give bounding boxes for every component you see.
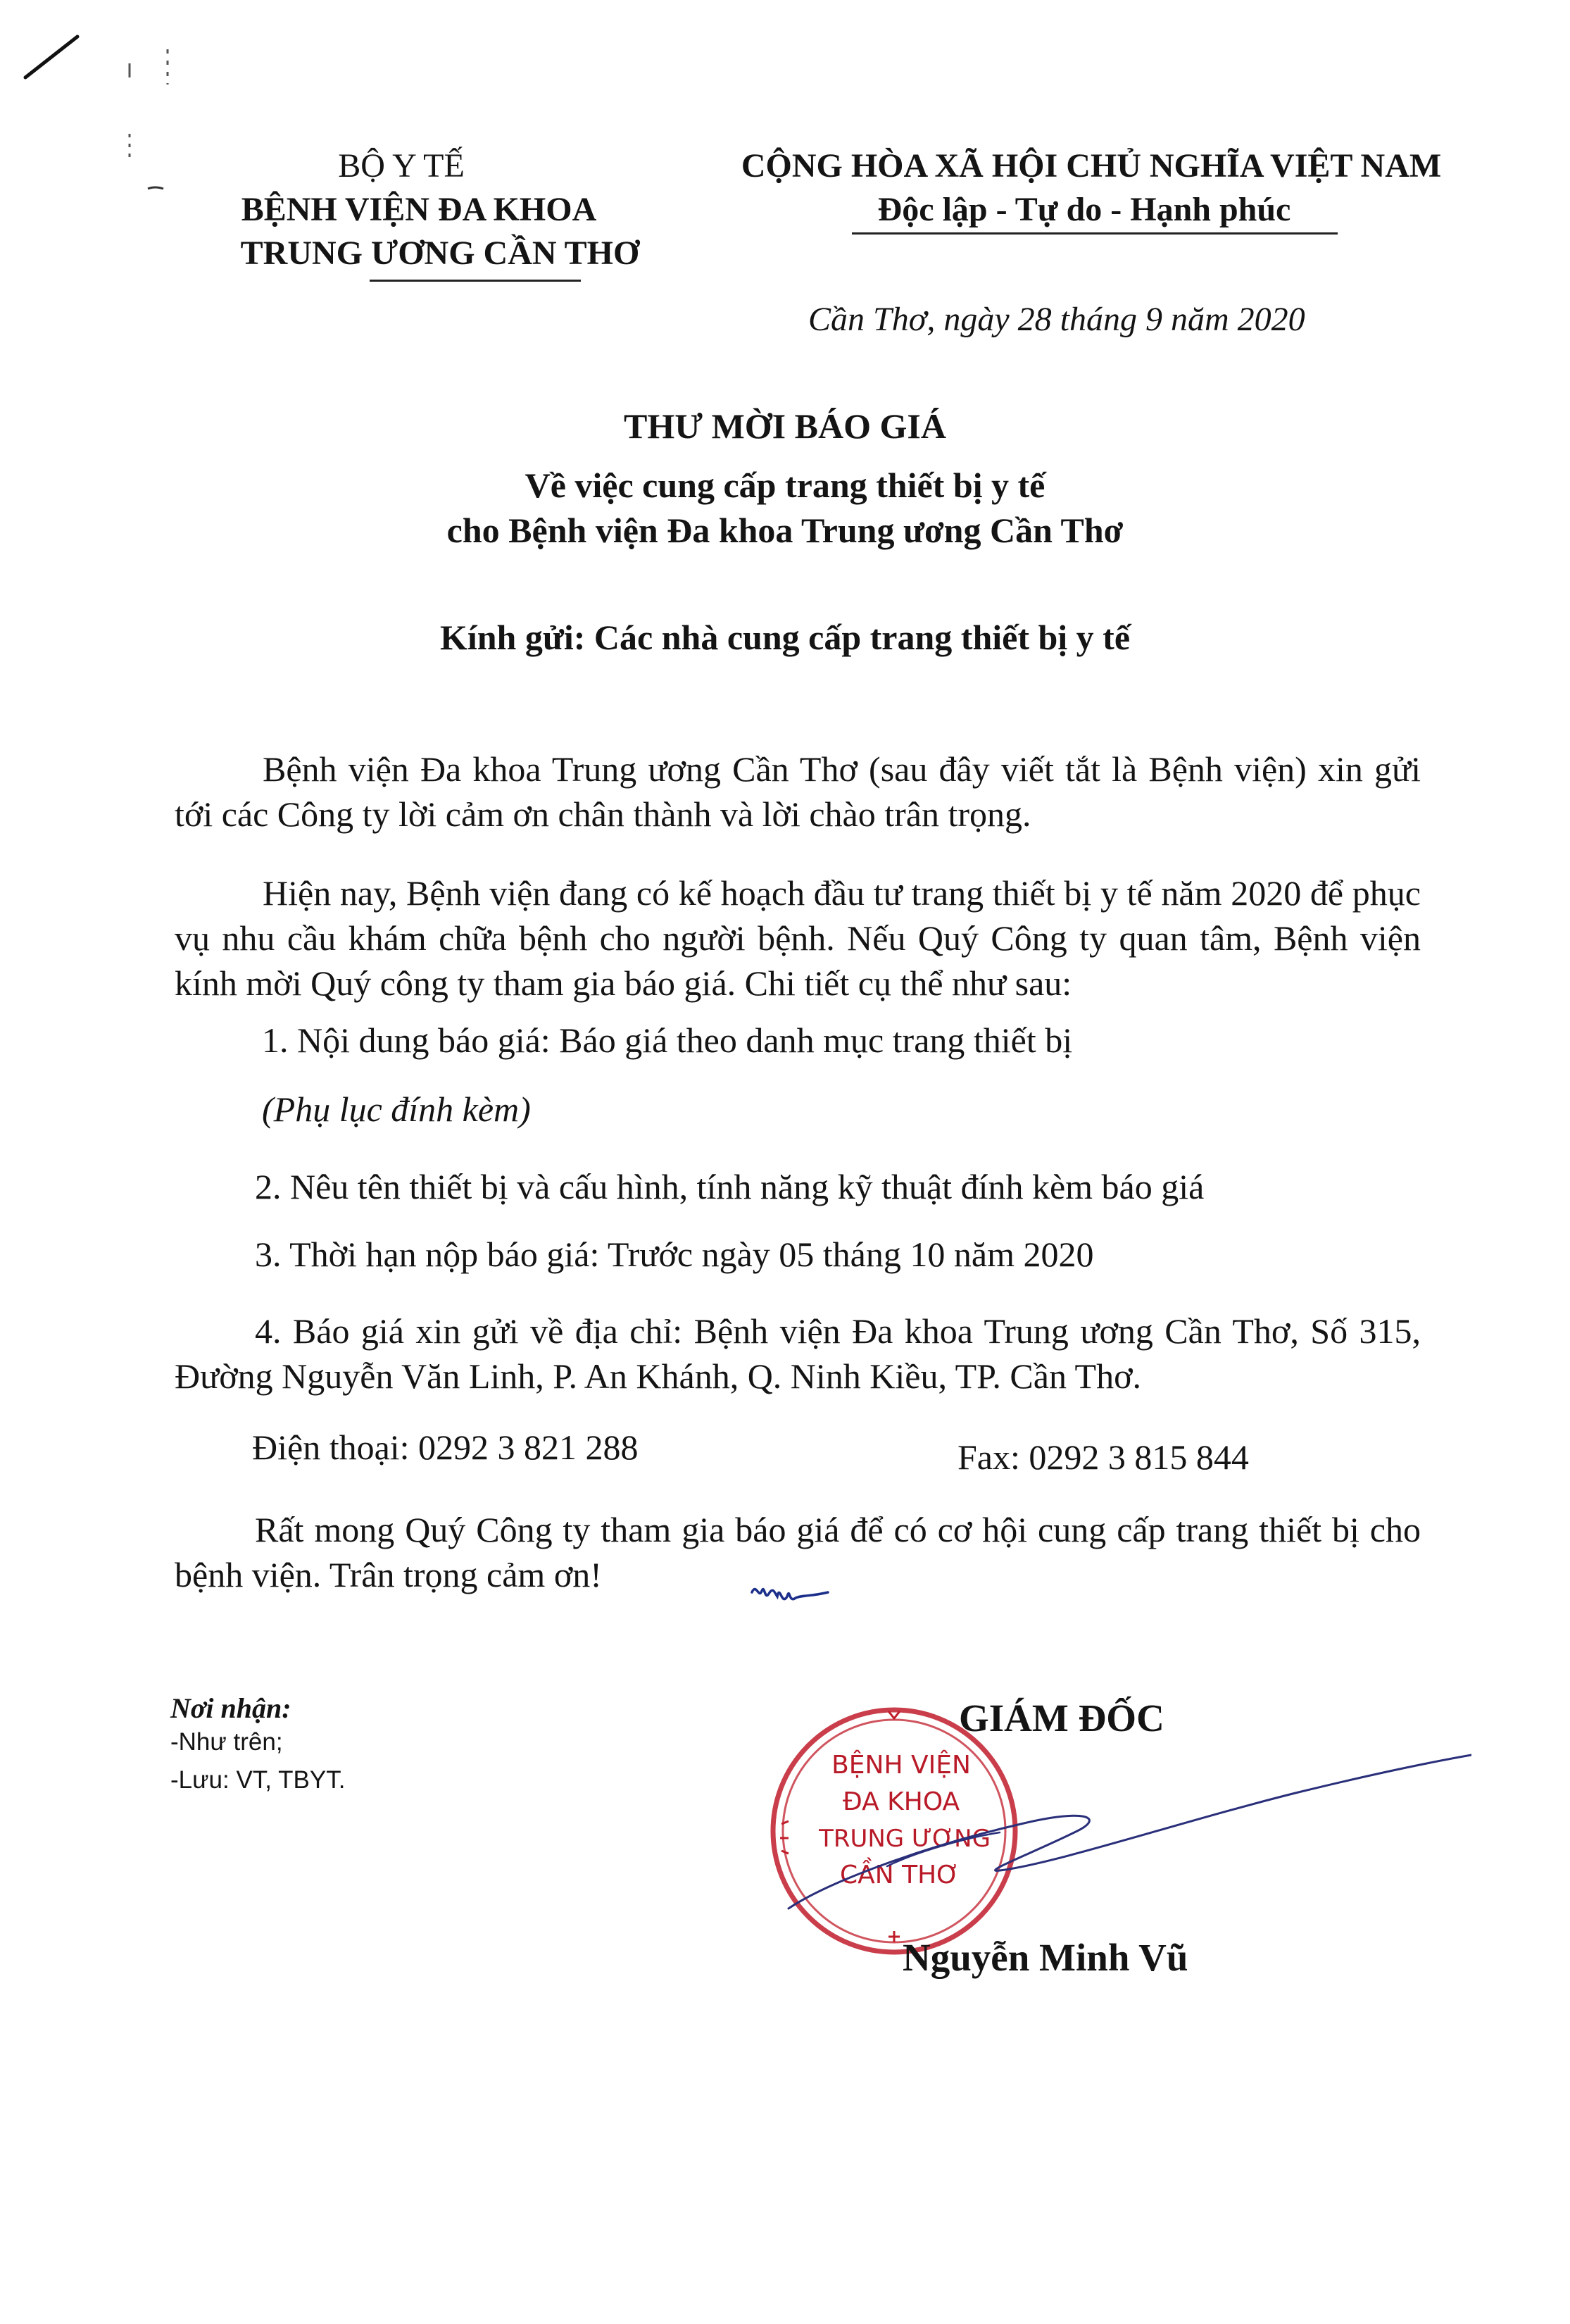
document-title: THƯ MỜI BÁO GIÁ bbox=[624, 406, 946, 446]
handwritten-signature bbox=[767, 1747, 1471, 1930]
ministry-name: BỘ Y TẾ bbox=[338, 147, 465, 185]
signer-name: Nguyễn Minh Vũ bbox=[903, 1936, 1188, 1979]
document-subject-line2: cho Bệnh viện Đa khoa Trung ương Cần Thơ bbox=[446, 511, 1124, 550]
svg-text:CẦN THƠ: CẦN THƠ bbox=[839, 1861, 960, 1889]
salutation: Kính gửi: Các nhà cung cấp trang thiết bị y tế bbox=[439, 618, 1131, 657]
paragraph-plan bbox=[175, 870, 1421, 1006]
signer-title: GIÁM ĐỐC bbox=[959, 1697, 1164, 1739]
country-motto: Độc lập - Tự do - Hạnh phúc bbox=[877, 191, 1291, 228]
recipients-heading: Nơi nhận: bbox=[170, 1692, 291, 1724]
item-2: 2. Nêu tên thiết bị và cấu hình, tính năng kỹ thuật đính kèm báo giá bbox=[255, 1167, 1205, 1206]
country-name: CỘNG HÒA XÃ HỘI CHỦ NGHĨA VIỆT NAM bbox=[741, 147, 1442, 185]
phone: Điện thoại: 0292 3 821 288 bbox=[252, 1427, 639, 1467]
svg-text:TRUNG ƯƠNG: TRUNG ƯƠNG bbox=[819, 1825, 991, 1853]
handwritten-initials bbox=[746, 1567, 845, 1616]
item-1: 1. Nội dung báo giá: Báo giá theo danh mục trang thiết bị bbox=[262, 1020, 1073, 1060]
recipient-1: -Như trên; bbox=[170, 1728, 283, 1756]
motto-underline bbox=[852, 232, 1338, 235]
paragraph-closing-text: Rất mong Quý Công ty tham gia báo giá để có cơ hội cung cấp trang thiết bị cho bệnh viện. Trân trọng cảm ơn! bbox=[175, 1510, 1421, 1594]
left-header-underline bbox=[370, 280, 581, 282]
hospital-name-line2: TRUNG ƯƠNG CẦN THƠ bbox=[240, 235, 640, 272]
recipient-2: -Lưu: VT, TBYT. bbox=[170, 1766, 346, 1794]
paragraph-intro bbox=[175, 746, 1421, 837]
scan-artifact-marks bbox=[0, 0, 183, 211]
svg-text:BỆNH VIỆN: BỆNH VIỆN bbox=[831, 1751, 971, 1780]
fax: Fax: 0292 3 815 844 bbox=[957, 1437, 1249, 1477]
hospital-name-line1: BỆNH VIỆN ĐA KHOA bbox=[241, 191, 597, 228]
paragraph-intro-text: Bệnh viện Đa khoa Trung ương Cần Thơ (sau đây viết tắt là Bệnh viện) xin gửi tới các Công ty lời cảm ơn chân thành và lời chào trân trọng. bbox=[175, 749, 1421, 834]
item-4-text: 4. Báo giá xin gửi về địa chỉ: Bệnh viện Đa khoa Trung ương Cần Thơ, Số 315, Đường Nguyễn Văn Linh, P. An Khánh, Q. Ninh Kiều, TP. Cần Thơ. bbox=[175, 1311, 1421, 1396]
document-subject-line1: Về việc cung cấp trang thiết bị y tế bbox=[525, 466, 1045, 505]
item-3: 3. Thời hạn nộp báo giá: Trước ngày 05 tháng 10 năm 2020 bbox=[255, 1235, 1094, 1274]
item-1-note: (Phụ lục đính kèm) bbox=[262, 1089, 531, 1129]
item-4 bbox=[175, 1308, 1421, 1399]
place-date: Cần Thơ, ngày 28 tháng 9 năm 2020 bbox=[808, 301, 1305, 338]
svg-text:ĐA KHOA: ĐA KHOA bbox=[842, 1787, 960, 1816]
paragraph-plan-text: Hiện nay, Bệnh viện đang có kế hoạch đầu tư trang thiết bị y tế năm 2020 để phục vụ nhu cầu khám chữa bệnh cho người bệnh. Nếu Quý Công ty quan tâm, Bệnh viện kính mời Quý công ty tham gia báo giá. Chi tiết cụ thể như sau: bbox=[175, 873, 1421, 1003]
